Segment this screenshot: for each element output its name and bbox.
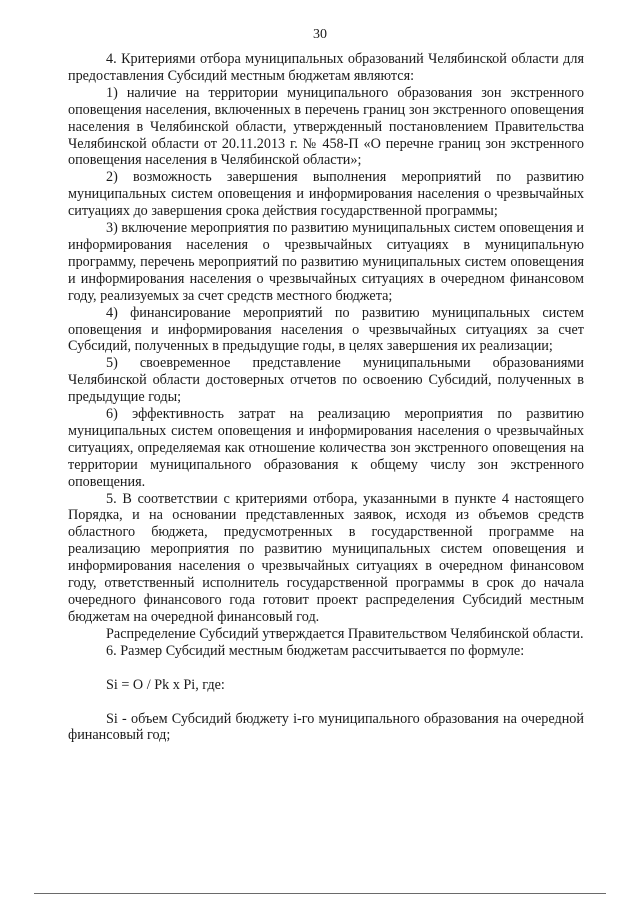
paragraph-4: 4. Критериями отбора муниципальных образований Челябинской области для предоставления Субсидий местным бюджетам являются: <box>68 51 584 84</box>
paragraph-6: 6. Размер Субсидий местным бюджетам рассчитывается по формуле: <box>106 642 525 659</box>
distribution-approval: Распределение Субсидий утверждается Правительством Челябинской области. <box>106 625 584 642</box>
criterion-5: 5) своевременное представление муниципальными образованиями Челябинской области достоверных отчетов по освоению Субсидий, полученных в предыдущие годы; <box>68 355 584 406</box>
formula-definition-si: Si - объем Субсидий бюджету i-го муниципального образования на очередной финансовый год; <box>68 710 584 744</box>
criterion-6: 6) эффективность затрат на реализацию мероприятия по развитию муниципальных систем оповещения и информирования населения о чрезвычайных ситуациях, определяемая как отношение количества зон экстренного оповещения на территории муниципального образования к общему числу зон экстренного оповещения. <box>68 406 584 490</box>
footer-rule <box>34 893 606 894</box>
formula: Si = O / Pk x Pi, где: <box>106 676 225 693</box>
paragraph-5: 5. В соответствии с критериями отбора, указанными в пункте 4 настоящего Порядка, и на основании представленных заявок, исходя из объемов средств областного бюджета, предусмотренных в государственной программе на реализацию мероприятия по развитию муниципальных систем оповещения и информирования населения о чрезвычайных ситуациях в очередном финансовом году, ответственный исполнитель государственной программы в срок до начала очередного финансового года готовит проект распределения Субсидий местным бюджетам на очередной финансовый год. <box>68 490 584 625</box>
criterion-2: 2) возможность завершения выполнения мероприятий по развитию муниципальных систем оповещения и информирования населения о чрезвычайных ситуациях до завершения срока действия государственной программы; <box>68 169 584 220</box>
page-number: 30 <box>313 27 327 42</box>
criterion-3: 3) включение мероприятия по развитию муниципальных систем оповещения и информирования населения о чрезвычайных ситуациях в муниципальную программу, перечень мероприятий по развитию муниципальных систем оповещения и информирования населения о чрезвычайных ситуациях в очередном финансовом году, реализуемых за счет средств местного бюджета; <box>68 220 584 304</box>
criterion-1: 1) наличие на территории муниципального образования зон экстренного оповещения населения, включенных в перечень границ зон экстренного оповещения населения в Челябинской области, утвержденный постановлением Правительства Челябинской области от 20.11.2013 г. № 458-П «О перечне границ зон экстренного оповещения населения в Челябинской области»; <box>68 84 584 169</box>
document-body <box>68 51 584 744</box>
criterion-4: 4) финансирование мероприятий по развитию муниципальных систем оповещения и информирования населения о чрезвычайных ситуациях за счет Субсидий, полученных в предыдущие годы, в целях завершения их реализации; <box>68 304 584 355</box>
